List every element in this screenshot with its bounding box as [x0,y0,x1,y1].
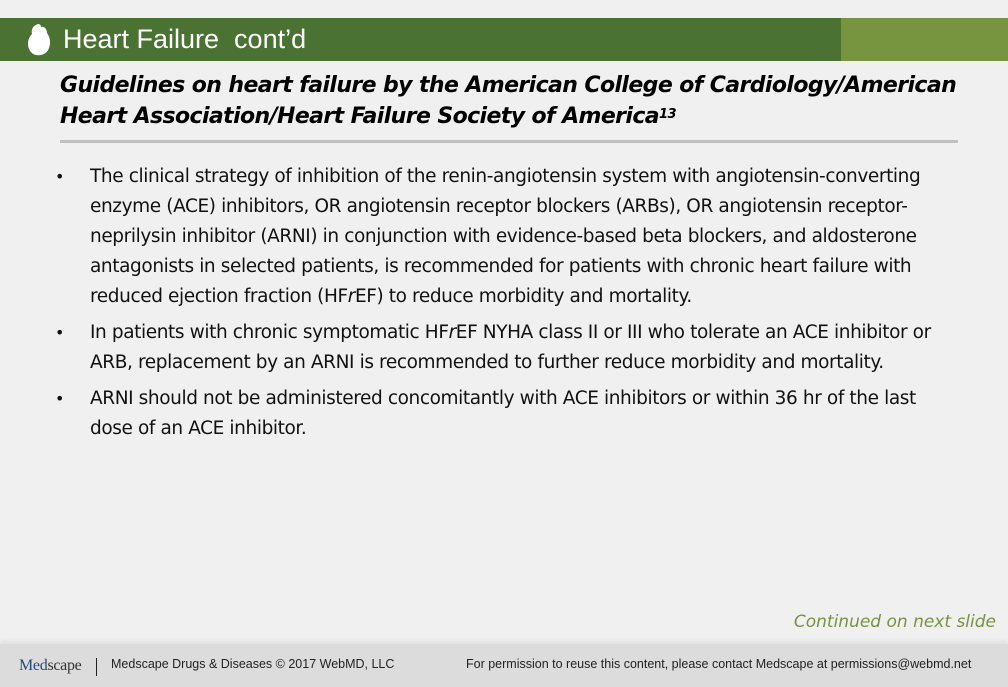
subtitle-separator [60,140,958,143]
bullet-icon: • [55,323,65,342]
permission-text: For permission to reuse this content, please contact Medscape at permissions@webmd.net [466,657,972,671]
heart-icon [27,23,51,57]
bullet-icon: • [55,389,65,408]
logo-part-med: Med [19,657,48,674]
bullet-text: The clinical strategy of inhibition of the renin-angiotensin system with angiotensin-converting enzyme (ACE) inhibitors, OR angiotensin receptor blockers (ARBs), OR angiotensin receptor-neprilysin inhibitor (ARNI) in conjunction with evidence-based beta blockers, and aldosterone antagonists in selected patients, is recommended for patients with chronic heart failure with reduced ejection fraction (HF [90,166,921,307]
slide-subtitle [60,70,990,132]
subtitle-line-1: Guidelines on heart failure by the American College of Cardiology/American [60,73,957,98]
reference-superscript: 13 [659,107,676,122]
bullet-icon: • [55,167,65,186]
copyright-text: Medscape Drugs & Diseases © 2017 WebMD, LLC [111,657,395,671]
header-accent-block [841,18,1008,61]
slide-header-bar [0,18,1008,61]
bullet-list [50,162,940,450]
bullet-text: EF) to reduce morbidity and mortality. [354,286,692,307]
bullet-item [50,384,940,444]
italic-r: r [347,286,355,307]
bullet-item [50,318,940,378]
footer-divider [96,658,97,676]
slide-title: Heart Failure cont’d [63,24,307,54]
bullet-item [50,162,940,312]
medscape-logo [19,657,81,675]
logo-part-scape: scape [47,657,82,674]
subtitle-line-2: Heart Association/Heart Failure Society of America [60,104,660,129]
continued-on-next-slide-label: Continued on next slide [793,612,996,632]
bullet-text: EF NYHA class II or III who tolerate an ACE inhibitor or ARB, replacement by an ARNI is recommended to further reduce morbidity and mortality. [90,322,931,373]
slide-footer [0,644,1008,687]
italic-r: r [448,322,456,343]
bullet-text: ARNI should not be administered concomitantly with ACE inhibitors or within 36 hr of the last dose of an ACE inhibitor. [90,388,916,439]
bullet-text: In patients with chronic symptomatic HF [90,322,449,343]
